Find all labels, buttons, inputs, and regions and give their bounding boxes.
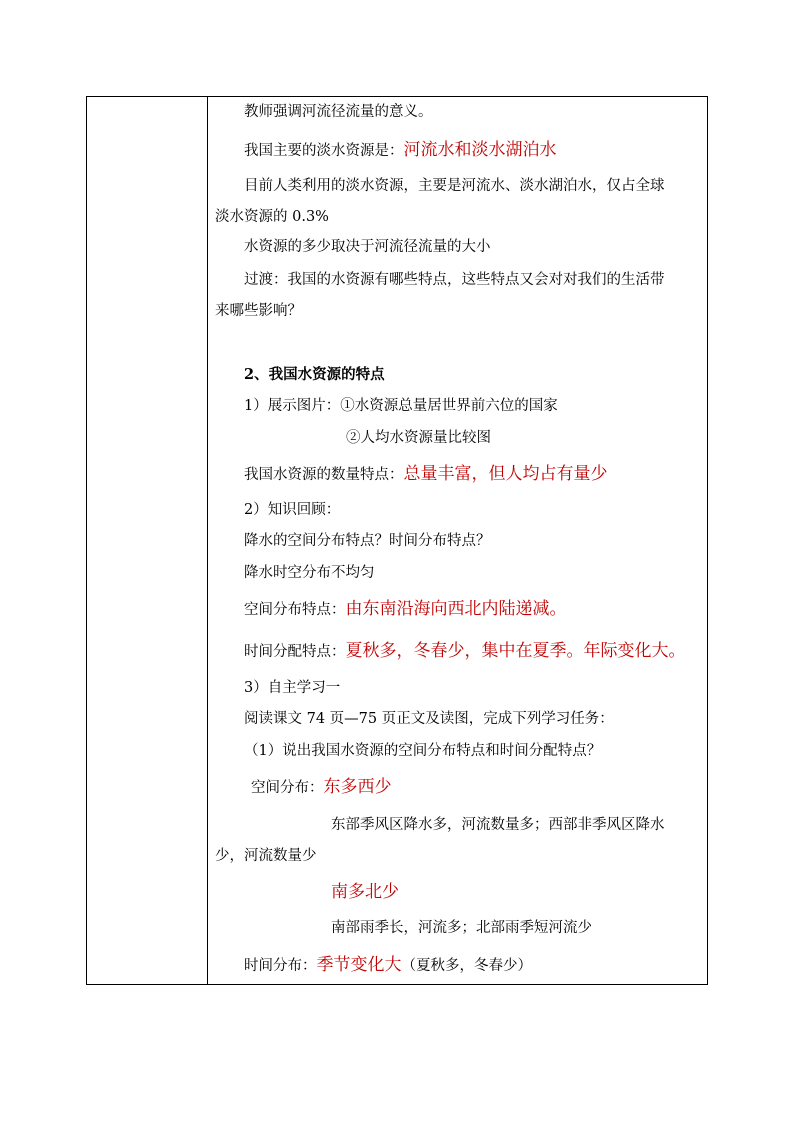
text-line-14: 降水时空分布不均匀 <box>244 565 375 581</box>
text-line-19: （1）说出我国水资源的空间分布特点和时间分配特点？ <box>244 743 602 759</box>
text-line-2 <box>244 140 557 161</box>
text-line-20 <box>251 777 392 798</box>
text-line-21: 东部季风区降水多，河流数量多；西部非季风区降水 <box>331 817 665 833</box>
text-line-17: 3）自主学习一 <box>244 680 341 696</box>
text-line-6: 过渡：我国的水资源有哪些特点，这些特点又会对对我们的生活带 <box>244 272 665 288</box>
text-line-22: 少，河流数量少 <box>215 848 317 864</box>
line-11-label: 我国水资源的数量特点： <box>244 467 404 483</box>
text-line-24: 南部雨季长，河流多；北部雨季短河流少 <box>331 920 592 936</box>
answer-east-more-west-less: 东多西少 <box>323 777 392 797</box>
line-2-label: 我国主要的淡水资源是： <box>244 143 404 159</box>
text-line-10: ②人均水资源量比较图 <box>346 430 491 446</box>
text-line-15 <box>244 599 567 620</box>
line-25-label: 时间分布： <box>244 958 317 974</box>
answer-freshwater-sources: 河流水和淡水湖泊水 <box>403 140 557 160</box>
table-column-divider <box>207 97 208 984</box>
line-15-label: 空间分布特点： <box>244 602 346 618</box>
text-line-11 <box>244 464 608 485</box>
answer-spatial-distribution: 由东南沿海向西北内陆递减。 <box>345 599 567 619</box>
text-line-5: 水资源的多少取决于河流径流量的大小 <box>244 239 491 255</box>
answer-quantity-feature: 总量丰富，但人均占有量少 <box>403 464 608 484</box>
line-16-label: 时间分配特点： <box>244 644 346 660</box>
text-line-3: 目前人类利用的淡水资源，主要是河流水、淡水湖泊水，仅占全球 <box>244 178 665 194</box>
answer-temporal-distribution: 夏秋多，冬春少，集中在夏季。年际变化大。 <box>345 641 686 661</box>
text-line-12: 2）知识回顾： <box>244 502 341 518</box>
answer-seasonal-variation: 季节变化大 <box>316 955 402 975</box>
text-line-9: 1）展示图片：①水资源总量居世界前六位的国家 <box>244 398 558 414</box>
text-line-7: 来哪些影响？ <box>215 303 302 319</box>
answer-south-more-north-less: 南多北少 <box>331 882 399 902</box>
line-25-note: （夏秋多，冬春少） <box>401 958 532 974</box>
text-line-13: 降水的空间分布特点？时间分布特点？ <box>244 533 491 549</box>
text-line-16 <box>244 641 686 662</box>
text-line-1: 教师强调河流径流量的意义。 <box>244 104 433 120</box>
line-20-label: 空间分布： <box>251 780 324 796</box>
text-line-25 <box>244 955 532 976</box>
section-heading: 2、我国水资源的特点 <box>244 366 385 383</box>
text-line-4: 淡水资源的 0.3% <box>215 209 329 225</box>
text-line-18: 阅读课文 74 页—75 页正文及读图，完成下列学习任务： <box>244 711 614 727</box>
